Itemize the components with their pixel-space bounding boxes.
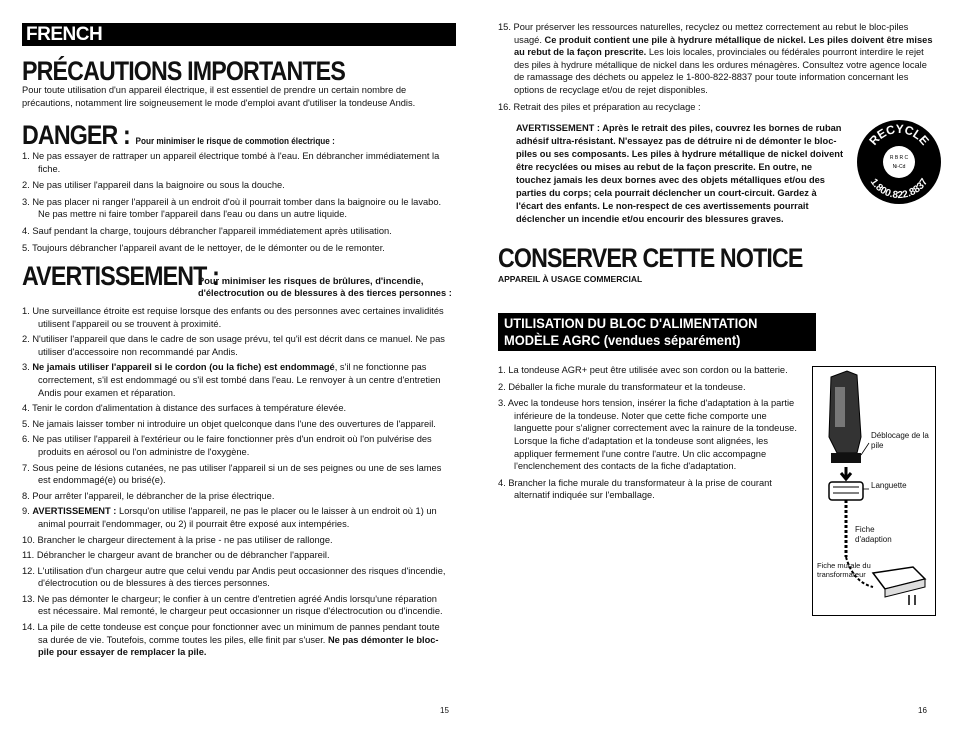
label-deblocage: Déblocage de la pile [871, 431, 929, 450]
recycle-list [498, 21, 934, 117]
clipper-diagram [812, 366, 936, 616]
list-item [22, 433, 448, 458]
item-text: 12. L'utilisation d'un chargeur autre que celui vendu par Andis peut occasionner des risques d'incendie, d'électrocution ou de blessures à des tierces personnes. [22, 565, 446, 589]
list-item: 4. Sauf pendant la charge, toujours débrancher l'appareil immédiatement après utilisation. [22, 225, 392, 236]
avertissement-list [22, 305, 448, 662]
avertissement-heading [22, 261, 219, 292]
item-text: 13. Ne pas démonter le chargeur; le confier à un centre d'entretien agréé Andis lorsqu'une réparation est nécessaire. Mal remonté, le chargeur peut occasionner un risque d'électrocution ou d'incendie. [22, 593, 443, 617]
language-header-bar [22, 23, 456, 46]
list-item [22, 418, 448, 431]
item-text: 14. La pile de cette tondeuse est conçue pour fonctionner avec un minimum de pannes pendant toute sa durée de vie. Toutefois, comme toutes les piles, elle finit par s'user. [22, 622, 440, 645]
prongs-icon [909, 595, 915, 605]
label-fiche-murale: Fiche murale du transformateur [817, 561, 871, 579]
list-item: 2. Ne pas utiliser l'appareil dans la baignoire ou sous la douche. [22, 180, 285, 191]
page-number-left: 15 [440, 706, 449, 715]
item-text: 1. Une surveillance étroite est requise lorsque des enfants ou des personnes avec certaines invalidités utilisent l'appareil ou se trouvent à proximité. [22, 306, 444, 329]
list-item [22, 621, 448, 659]
list-item-16: 16. Retrait des piles et préparation au recyclage : [498, 101, 701, 112]
list-item [22, 402, 448, 415]
item-text: 10. Brancher le chargeur directement à la prise - ne pas utiliser de rallonge. [22, 534, 333, 545]
item-bold-text: Ne pas démonter le bloc-pile pour essayer de remplacer la pile. [38, 634, 439, 658]
item-bold-text: AVERTISSEMENT : [32, 506, 117, 517]
util-bar-line2: MODÈLE AGRC (vendues séparément) [504, 332, 741, 348]
list-item: 5. Toujours débrancher l'appareil avant de le nettoyer, de le démonter ou de le remonter. [22, 242, 385, 253]
seal-rbrc-text: R B R C [889, 155, 909, 161]
list-item [22, 534, 448, 547]
list-item [22, 505, 448, 530]
commercial-label: APPAREIL À USAGE COMMERCIAL [498, 274, 643, 284]
label-fiche-adaption: Fiche d'adaption [855, 525, 892, 544]
battery-release-icon [831, 453, 861, 463]
avertissement-heading-label: AVERTISSEMENT : [22, 261, 219, 291]
list-item [22, 305, 448, 330]
item-text: 5. Ne jamais laisser tomber ni introduire un objet quelconque dans l'une des ouvertures de l'appareil. [22, 418, 436, 429]
list-item [22, 593, 448, 618]
item15-bold: Ce produit contient une pile à hydrure métallique de nickel. Les piles doivent être mises au rebut de la façon prescrite. [514, 34, 933, 58]
danger-list [22, 150, 448, 258]
list-item [22, 361, 448, 399]
rbrc-recycle-seal [856, 119, 942, 205]
list-item [22, 462, 448, 487]
util-bar-line1: UTILISATION DU BLOC D'ALIMENTATION [504, 315, 758, 331]
item-bold-text: Ne jamais utiliser l'appareil si le cordon (ou la fiche) est endommagé [32, 362, 335, 373]
utilisation-list [498, 364, 798, 506]
item-text-after: , s'il ne fonctionne pas correctement, s'il est endommagé ou s'il est tombé dans l'eau. Le renvoyer à un centre d'entretien Andis pour examen et réparation. [38, 362, 441, 398]
list-item [22, 490, 448, 503]
list-item-15 [498, 21, 934, 97]
item-text: 4. Tenir le cordon d'alimentation à distance des surfaces à température élevée. [22, 403, 347, 414]
item-text: 11. Débrancher le chargeur avant de brancher ou de débrancher l'appareil. [22, 550, 330, 561]
list-item [22, 333, 448, 358]
item15-text: 15. Pour préserver les ressources naturelles, recyclez ou mettez correctement au rebut le bloc-piles usagé. [498, 22, 909, 45]
item-text: 8. Pour arrêter l'appareil, le débrancher de la prise électrique. [22, 490, 275, 501]
conserver-heading: CONSERVER CETTE NOTICE [498, 243, 803, 273]
list-item [22, 565, 448, 590]
danger-heading [22, 120, 335, 151]
item-text-after: Lorsqu'on utilise l'appareil, ne pas le placer ou le laisser à un endroit où 1) un animal pourrait l'endommager, ou 2) il pourrait être exposé aux intempéries. [38, 506, 437, 529]
list-item: 2. Déballer la fiche murale du transformateur et la tondeuse. [498, 381, 746, 392]
item-text: 7. Sous peine de lésions cutanées, ne pas utiliser l'appareil si un de ses peignes ou une de ses lames est endommagé(e) ou brisé(e). [22, 462, 442, 486]
seal-chem-text: Ni-Cd [892, 164, 906, 170]
avertissement-subheading: Pour minimiser les risques de brûlures, d'incendie, d'électrocution ou de blessures à des tierces personnes : [198, 276, 452, 298]
item-text: 9. [22, 506, 33, 517]
clipper-switch-icon [835, 387, 845, 427]
adapter-plug-icon [829, 482, 863, 500]
label-languette: Languette [871, 481, 907, 490]
intro-paragraph: Pour toute utilisation d'un appareil électrique, il est essentiel de prendre un certain nombre de précautions, notamment lire soigneusement le mode d'emploi avant d'utiliser la tondeuse Andis. [22, 85, 416, 108]
list-item: 1. La tondeuse AGR+ peut être utilisée avec son cordon ou la batterie. [498, 365, 788, 375]
arrow-down-icon [841, 467, 851, 479]
seal-phone-text: 1.800.822.8837 [867, 176, 931, 202]
item15-post: Les lois locales, provinciales ou fédérales pourront interdire le rejet des piles à hydrure métallique de nickel dans les ordures ménagères. Consultez votre agence locale de ramassage des déchets ou appelez le 1-800-822-8837 pour toute information concernant les options de recyclage et/ou de rejet disponibles. [514, 47, 927, 95]
seal-top-text: RECYCLE [866, 121, 932, 148]
danger-heading-label: DANGER : [22, 120, 130, 150]
item-text: 6. Ne pas utiliser l'appareil à l'extérieur ou le faire fonctionner près d'un endroit où l'on pulvérise des produits en aérosol ou l'on administre de l'oxygène. [22, 434, 432, 457]
list-item [22, 549, 448, 562]
page-number-right: 16 [918, 706, 927, 715]
danger-subheading: Pour minimiser le risque de commotion électrique : [135, 136, 335, 147]
list-item: 4. Brancher la fiche murale du transformateur à la prise de courant alternatif indiquée sur l'emballage. [498, 477, 772, 501]
list-item: 3. Ne pas placer ni ranger l'appareil à un endroit d'où il pourrait tomber dans la baignoire ou le lavabo. Ne pas mettre ni faire tomber l'appareil dans l'eau ou dans un autre liquide. [22, 196, 442, 220]
item-text: 2. N'utiliser l'appareil que dans le cadre de son usage prévu, tel qu'il est décrit dans ce manuel. Ne pas utiliser d'accessoire non recommandé par Andis. [22, 334, 445, 357]
list-item: 1. Ne pas essayer de rattraper un appareil électrique tombé à l'eau. En débrancher immédiatement la fiche. [22, 151, 440, 174]
language-label: FRENCH [26, 24, 103, 45]
list-item: 3. Avec la tondeuse hors tension, insérer la fiche d'adaptation à la partie inférieure de la tondeuse. Noter que cette fiche comporte une languette pour s'aligner correctement avec la rainure de la tondeuse. Lorsque la fiche d'adaptation et la tondeuse sont alignées, les appliquer fermement l'une contre l'autre. Un clic accompagne l'enclenchement des contacts de la fiche d'adaptation. [498, 398, 797, 472]
page-title: PRÉCAUTIONS IMPORTANTES [22, 56, 345, 86]
utilisation-header-bar [498, 313, 816, 351]
battery-warning: AVERTISSEMENT : Après le retrait des piles, couvrez les bornes de ruban adhésif ultra-résistant. N'essayez pas de détruire ni de démonter le bloc-piles ou ses composants. Les piles à hydrure métallique de nickel doivent être recyclées ou mises au rebut de la façon prescrite. En outre, ne touchez jamais les deux bornes avec des objets métalliques et/ou des parties du corps; cela pourrait déclencher un court-circuit. Gardez à l'écart des enfants. Le non-respect de ces avertissements pourrait déclencher un incendie et/ou encourir des blessures graves. [516, 123, 844, 224]
item-text: 3. [22, 362, 33, 373]
